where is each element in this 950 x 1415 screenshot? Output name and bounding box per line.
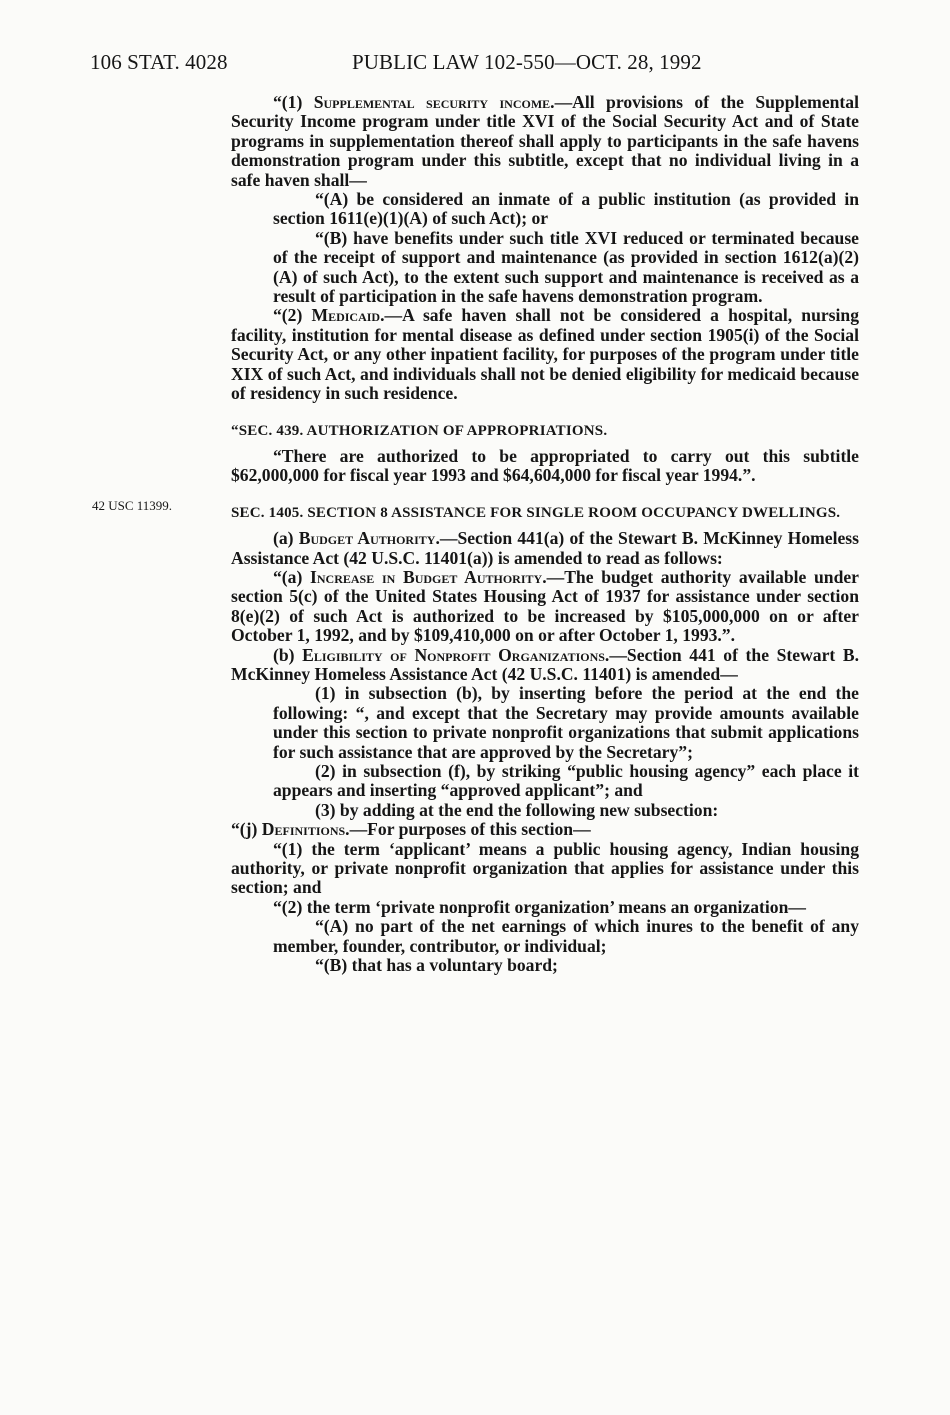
paragraph-ssi: “(1) Supplemental security income.—All provisions of the Supplemental Security Income program under title XVI of the Social Security Act and of State programs in supplementation thereof shall apply to participants in the safe havens demonstration program under this subtitle, except that no individual living in a safe haven shall— (231, 92, 859, 190)
paragraph-medicaid: “(2) Medicaid.—A safe haven shall not be considered a hospital, nursing facility, institution for mental disease as defined under section 1905(i) of the Social Security Act, or any other inpatient facility, for purposes of the program under title XIX of such Act, and individuals shall not be denied eligibility for medicaid because of residency in such residence. (231, 305, 859, 404)
section-1405-heading: SEC. 1405. SECTION 8 ASSISTANCE FOR SINGLE ROOM OCCUPANCY DWELLINGS. (231, 504, 841, 521)
stat-page-number: 106 STAT. 4028 (90, 50, 228, 74)
paragraph-eligibility: (b) Eligibility of Nonprofit Organizations.—Section 441 of the Stewart B. McKinney Homeless Assistance Act (42 U.S.C. 11401) is amended— (231, 644, 859, 684)
paragraph-def-b: “(B) that has a voluntary board; (315, 955, 558, 976)
paragraph-b-benefits: “(B) have benefits under such title XVI reduced or terminated because of the receipt of support and maintenance (as provided in section 1612(a)(2)(A) of such Act), to the extent such support and maintenance is received as a result of participation in the safe havens demonstration program. (273, 227, 859, 307)
paragraph-definitions: “(j) Definitions.—For purposes of this section— (231, 819, 591, 840)
paragraph-amend-2: (2) in subsection (f), by striking “public housing agency” each place it appears and inserting “approved applicant”; and (273, 761, 859, 801)
paragraph-amend-1: (1) in subsection (b), by inserting before the period at the end the following: “, and except that the Secretary may provide amounts available under this section to private nonprofit organizations that submit applications for such assistance that are approved by the Secretary”; (273, 683, 859, 762)
paragraph-increase-budget: “(a) Increase in Budget Authority.—The budget authority available under section 5(c) of the United States Housing Act of 1937 for assistance under section 8(e)(2) of such Act is authorized to be increased by $105,000,000 on or after October 1, 1992, and by $109,410,000 on or after October 1, 1993.”. (231, 566, 859, 646)
paragraph-amend-3: (3) by adding at the end the following new subsection: (315, 799, 719, 820)
paragraph-def-nonprofit: “(2) the term ‘private nonprofit organization’ means an organization— (273, 896, 806, 917)
paragraph-a-inmate: “(A) be considered an inmate of a public institution (as provided in section 1611(e)(1)(A) of such Act); or (273, 189, 859, 229)
paragraph-def-applicant: “(1) the term ‘applicant’ means a public housing agency, Indian housing authority, or private nonprofit organization that applies for assistance under this section; and (231, 838, 859, 898)
paragraph-def-a: “(A) no part of the net earnings of which inures to the benefit of any member, founder, contributor, or individual; (273, 916, 859, 956)
paragraph-budget-authority: (a) Budget Authority.—Section 441(a) of the Stewart B. McKinney Homeless Assistance Act (42 U.S.C. 11401(a)) is amended to read as follows: (231, 528, 859, 568)
running-title: PUBLIC LAW 102-550—OCT. 28, 1992 (352, 50, 702, 74)
paragraph-appropriations: “There are authorized to be appropriated to carry out this subtitle $62,000,000 for fiscal year 1993 and $64,604,000 for fiscal year 1994.”. (231, 445, 859, 486)
margin-citation: 42 USC 11399. (92, 498, 173, 513)
section-439-heading: “SEC. 439. AUTHORIZATION OF APPROPRIATIONS. (231, 422, 608, 439)
body-text (231, 93, 859, 975)
